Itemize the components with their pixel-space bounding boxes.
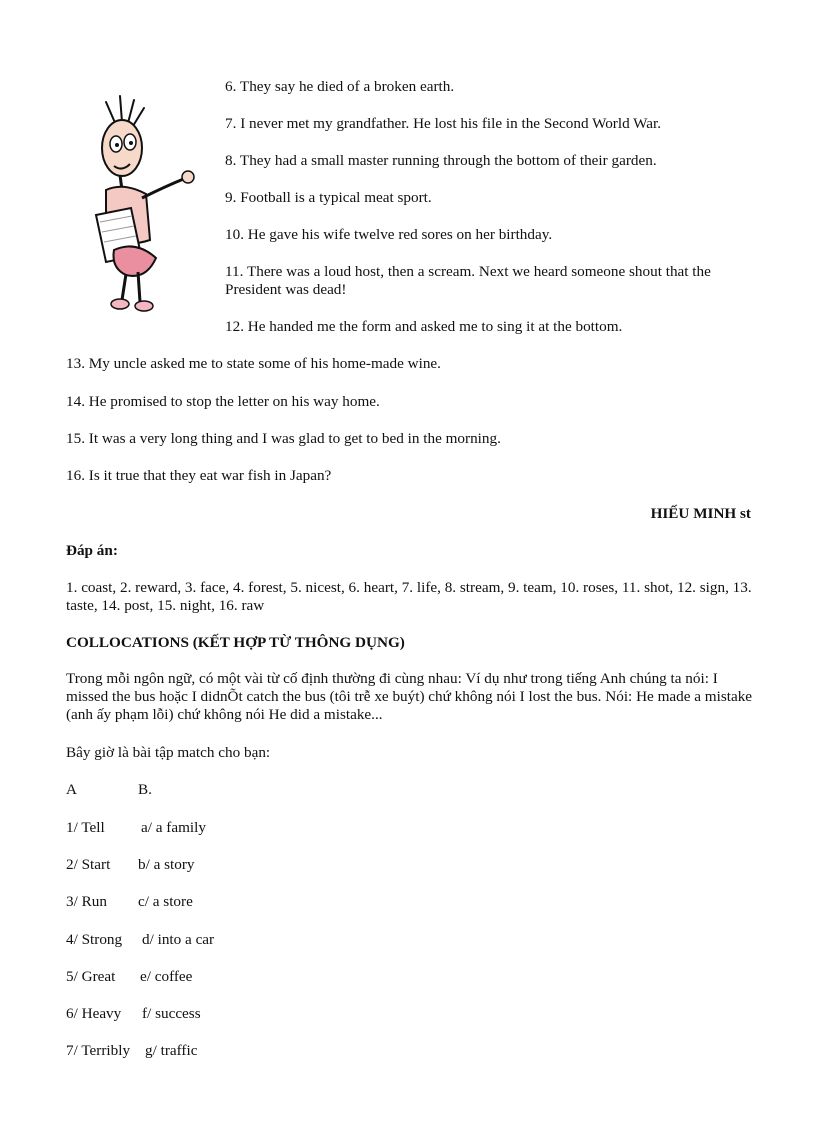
author-credit: HIẾU MINH st (650, 505, 751, 522)
intro-paragraph: Trong mỗi ngôn ngữ, có một vài từ cố định thường đi cùng nhau: Ví dụ như trong tiếng Anh chúng ta nói: I missed the bus hoặc I didnÕt catch the bus (tôi trễ xe buýt) chứ không nói I lost the bus. Nói: He made a mistake (anh ấy phạm lỗi) chứ không nói He did a mistake... (66, 670, 753, 723)
match-header (66, 781, 366, 799)
match-row (66, 931, 366, 949)
match-right-item: a/ a family (141, 819, 206, 836)
match-row (66, 1042, 366, 1060)
column-a-header: A (66, 781, 77, 798)
exercise-prompt: Bây giờ là bài tập match cho bạn: (66, 744, 271, 761)
sentence-11: 11. There was a loud host, then a scream. Next we heard someone shout that the President was dead! (225, 263, 711, 298)
sentence-16: 16. Is it true that they eat war fish in Japan? (66, 467, 332, 484)
match-right-item: g/ traffic (145, 1042, 198, 1059)
sentence-12: 12. He handed me the form and asked me to sing it at the bottom. (225, 318, 623, 335)
match-right-item: d/ into a car (142, 931, 215, 948)
sentence-15: 15. It was a very long thing and I was glad to get to bed in the morning. (66, 430, 501, 447)
sentence-6: 6. They say he died of a broken earth. (225, 78, 455, 95)
sentence-10: 10. He gave his wife twelve red sores on her birthday. (225, 226, 553, 243)
sentence-8: 8. They had a small master running through the bottom of their garden. (225, 152, 657, 169)
match-right-item: f/ success (142, 1005, 201, 1022)
match-row (66, 1005, 366, 1023)
match-left-item: 3/ Run (66, 893, 107, 910)
answer-heading: Đáp án: (66, 542, 118, 559)
match-left-item: 7/ Terribly (66, 1042, 131, 1059)
match-right-item: e/ coffee (140, 968, 193, 985)
match-right-item: b/ a story (138, 856, 195, 873)
sentence-13: 13. My uncle asked me to state some of his home-made wine. (66, 355, 441, 372)
match-row (66, 819, 366, 837)
sentence-9: 9. Football is a typical meat sport. (225, 189, 432, 206)
sentence-7: 7. I never met my grandfather. He lost his file in the Second World War. (225, 115, 662, 132)
match-row (66, 893, 366, 911)
sentence-14: 14. He promised to stop the letter on his way home. (66, 393, 380, 410)
match-left-item: 4/ Strong (66, 931, 123, 948)
match-left-item: 1/ Tell (66, 819, 105, 836)
match-right-item: c/ a store (138, 893, 193, 910)
match-row (66, 856, 366, 874)
match-left-item: 5/ Great (66, 968, 116, 985)
match-row (66, 968, 366, 986)
answer-key: 1. coast, 2. reward, 3. face, 4. forest, 5. nicest, 6. heart, 7. life, 8. stream, 9. team, 10. roses, 11. shot, 12. sign, 13. taste, 14. post, 15. night, 16. raw (66, 579, 752, 614)
collocations-heading: COLLOCATIONS (KẾT HỢP TỪ THÔNG DỤNG) (66, 634, 405, 651)
match-left-item: 2/ Start (66, 856, 111, 873)
column-b-header: B. (138, 781, 152, 798)
cartoon-reader-illustration (76, 90, 206, 320)
match-left-item: 6/ Heavy (66, 1005, 122, 1022)
